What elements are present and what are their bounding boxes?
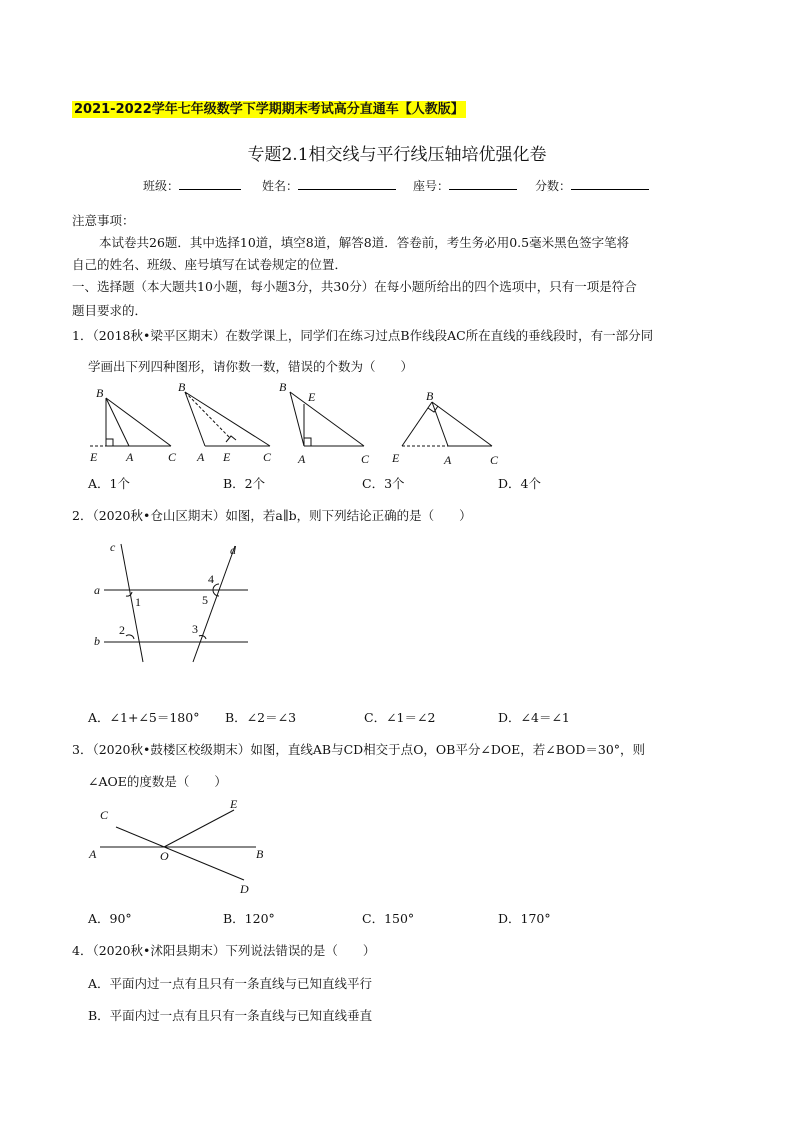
q2-option-b[interactable]: B．∠2＝∠3 xyxy=(225,710,297,725)
fig2-label-3: 3 xyxy=(192,622,198,636)
fig-b-label-c: C xyxy=(263,450,272,464)
notice-line-2: 自己的姓名、班级、座号填写在试卷规定的位置． xyxy=(72,257,348,272)
q1-option-d[interactable]: D．4个 xyxy=(498,476,541,491)
fig2-label-5: 5 xyxy=(202,593,208,607)
fig-d-line-ba xyxy=(432,402,448,446)
fig3-label-o: O xyxy=(160,849,169,863)
fig-b-dashed xyxy=(185,392,230,438)
fig-a-line-bc xyxy=(106,398,171,446)
q3-figure xyxy=(84,796,274,900)
name-label: 姓名： xyxy=(262,179,299,193)
q3-option-b[interactable]: B．120° xyxy=(223,911,275,926)
q1-option-c[interactable]: C．3个 xyxy=(362,476,405,491)
q3-option-d[interactable]: D．170° xyxy=(498,911,551,926)
fig2-label-4: 4 xyxy=(208,572,214,586)
fig2-line-d xyxy=(193,546,235,662)
fig3-ray-oe xyxy=(164,810,234,847)
q1-figures xyxy=(80,378,510,468)
fig-b-label-b: B xyxy=(178,380,186,394)
fig2-angle-2-arc xyxy=(126,635,134,639)
notice-heading: 注意事项： xyxy=(72,213,135,228)
fig-a-right-angle xyxy=(106,439,113,446)
fig2-label-a: a xyxy=(94,583,100,597)
name-field[interactable] xyxy=(262,177,396,194)
fig-d-label-a: A xyxy=(444,453,452,467)
fig2-label-c: c xyxy=(110,540,116,554)
class-label: 班级： xyxy=(143,179,180,193)
fig2-label-1: 1 xyxy=(135,595,141,609)
fig3-label-d: D xyxy=(240,882,249,896)
q2-option-d[interactable]: D．∠4＝∠1 xyxy=(498,710,570,725)
fig-a-label-a: A xyxy=(126,450,134,464)
q2-line-1: 2．（2020秋•仓山区期末）如图，若a∥b，则下列结论正确的是（ ） xyxy=(72,508,472,523)
fig-b-line-bc xyxy=(185,392,270,446)
fig3-label-c: C xyxy=(100,808,109,822)
notice-line-1: 本试卷共26题．其中选择10道，填空8道，解答8道．答卷前，考生务必用0.5毫米黑色签字笔将 xyxy=(99,235,630,250)
q2-figure xyxy=(88,536,268,666)
q3-line-1: 3．（2020秋•鼓楼区校级期末）如图，直线AB与CD相交于点O，OB平分∠DOE，若∠BOD＝30°，则 xyxy=(72,742,646,757)
section-1-line-1: 一、选择题（本大题共10小题，每小题3分，共30分）在每小题所给出的四个选项中，只有一项是符合 xyxy=(72,279,637,294)
fig-b-label-a: A xyxy=(197,450,205,464)
q1-option-b[interactable]: B．2个 xyxy=(223,476,266,491)
q4-line-1: 4．（2020秋•沭阳县期末）下列说法错误的是（ ） xyxy=(72,943,376,958)
score-label: 分数： xyxy=(535,179,572,193)
seat-field[interactable] xyxy=(413,177,517,194)
q2-option-a[interactable]: A．∠1+∠5＝180° xyxy=(88,710,200,725)
fig2-label-d: d xyxy=(230,543,236,557)
fig-b-right-angle xyxy=(226,436,236,442)
exam-banner: 2021-2022学年七年级数学下学期期末考试高分直通车【人教版】 xyxy=(74,102,464,117)
fig-d-line-be xyxy=(402,402,432,446)
fig3-line-cd xyxy=(116,827,244,880)
fig2-label-2: 2 xyxy=(119,623,125,637)
fig-a-label-c: C xyxy=(168,450,177,464)
fig-c-label-a: A xyxy=(298,452,306,466)
fig-d-label-c: C xyxy=(490,453,499,467)
q4-option-b[interactable]: B．平面内过一点有且只有一条直线与已知直线垂直 xyxy=(88,1008,373,1023)
page-title: 专题2.1相交线与平行线压轴培优强化卷 xyxy=(247,145,547,165)
score-field[interactable] xyxy=(535,177,649,194)
fig3-label-e: E xyxy=(230,797,238,811)
seat-label: 座号： xyxy=(413,179,450,193)
seat-blank[interactable] xyxy=(449,178,517,190)
fig-d-label-e: E xyxy=(392,451,400,465)
q3-option-c[interactable]: C．150° xyxy=(362,911,415,926)
q2-option-c[interactable]: C．∠1＝∠2 xyxy=(364,710,436,725)
class-field[interactable] xyxy=(143,177,241,194)
fig-c-right-angle xyxy=(304,438,311,446)
fig3-label-a: A xyxy=(89,847,97,861)
fig-d-line-bc xyxy=(432,402,492,446)
q3-option-a[interactable]: A．90° xyxy=(88,911,132,926)
fig-c-label-b: B xyxy=(279,380,287,394)
fig3-label-b: B xyxy=(256,847,264,861)
q1-figure-b xyxy=(178,380,272,464)
q3-line-2: ∠AOE的度数是（ ） xyxy=(88,774,227,789)
fig-d-label-b: B xyxy=(426,389,434,403)
fig-c-label-c: C xyxy=(361,452,370,466)
q1-option-a[interactable]: A．1个 xyxy=(88,476,130,491)
fig-d-right-angle xyxy=(428,406,438,412)
fig2-angle-3-arc xyxy=(199,635,206,639)
fig-b-line-ba xyxy=(185,392,205,446)
q1-line-1: 1．（2018秋•梁平区期末）在数学课上，同学们在练习过点B作线段AC所在直线的垂线段时，有一部分同 xyxy=(72,328,654,343)
q1-figure-a xyxy=(89,386,177,464)
fig2-label-b: b xyxy=(94,634,100,648)
section-1-line-2: 题目要求的． xyxy=(72,303,148,318)
q1-figure-c xyxy=(279,380,370,466)
fig-c-line-bc xyxy=(290,392,364,446)
fig-c-label-e: E xyxy=(308,390,316,404)
name-blank[interactable] xyxy=(298,178,396,190)
fig-a-label-e: E xyxy=(90,450,98,464)
fig-a-label-b: B xyxy=(96,386,104,400)
fig-b-label-e: E xyxy=(223,450,231,464)
class-blank[interactable] xyxy=(179,178,241,190)
q1-line-2: 学画出下列四种图形，请你数一数，错误的个数为（ ） xyxy=(88,359,414,374)
q1-figure-d xyxy=(391,389,499,467)
score-blank[interactable] xyxy=(571,178,649,190)
q4-option-a[interactable]: A．平面内过一点有且只有一条直线与已知直线平行 xyxy=(88,976,373,991)
